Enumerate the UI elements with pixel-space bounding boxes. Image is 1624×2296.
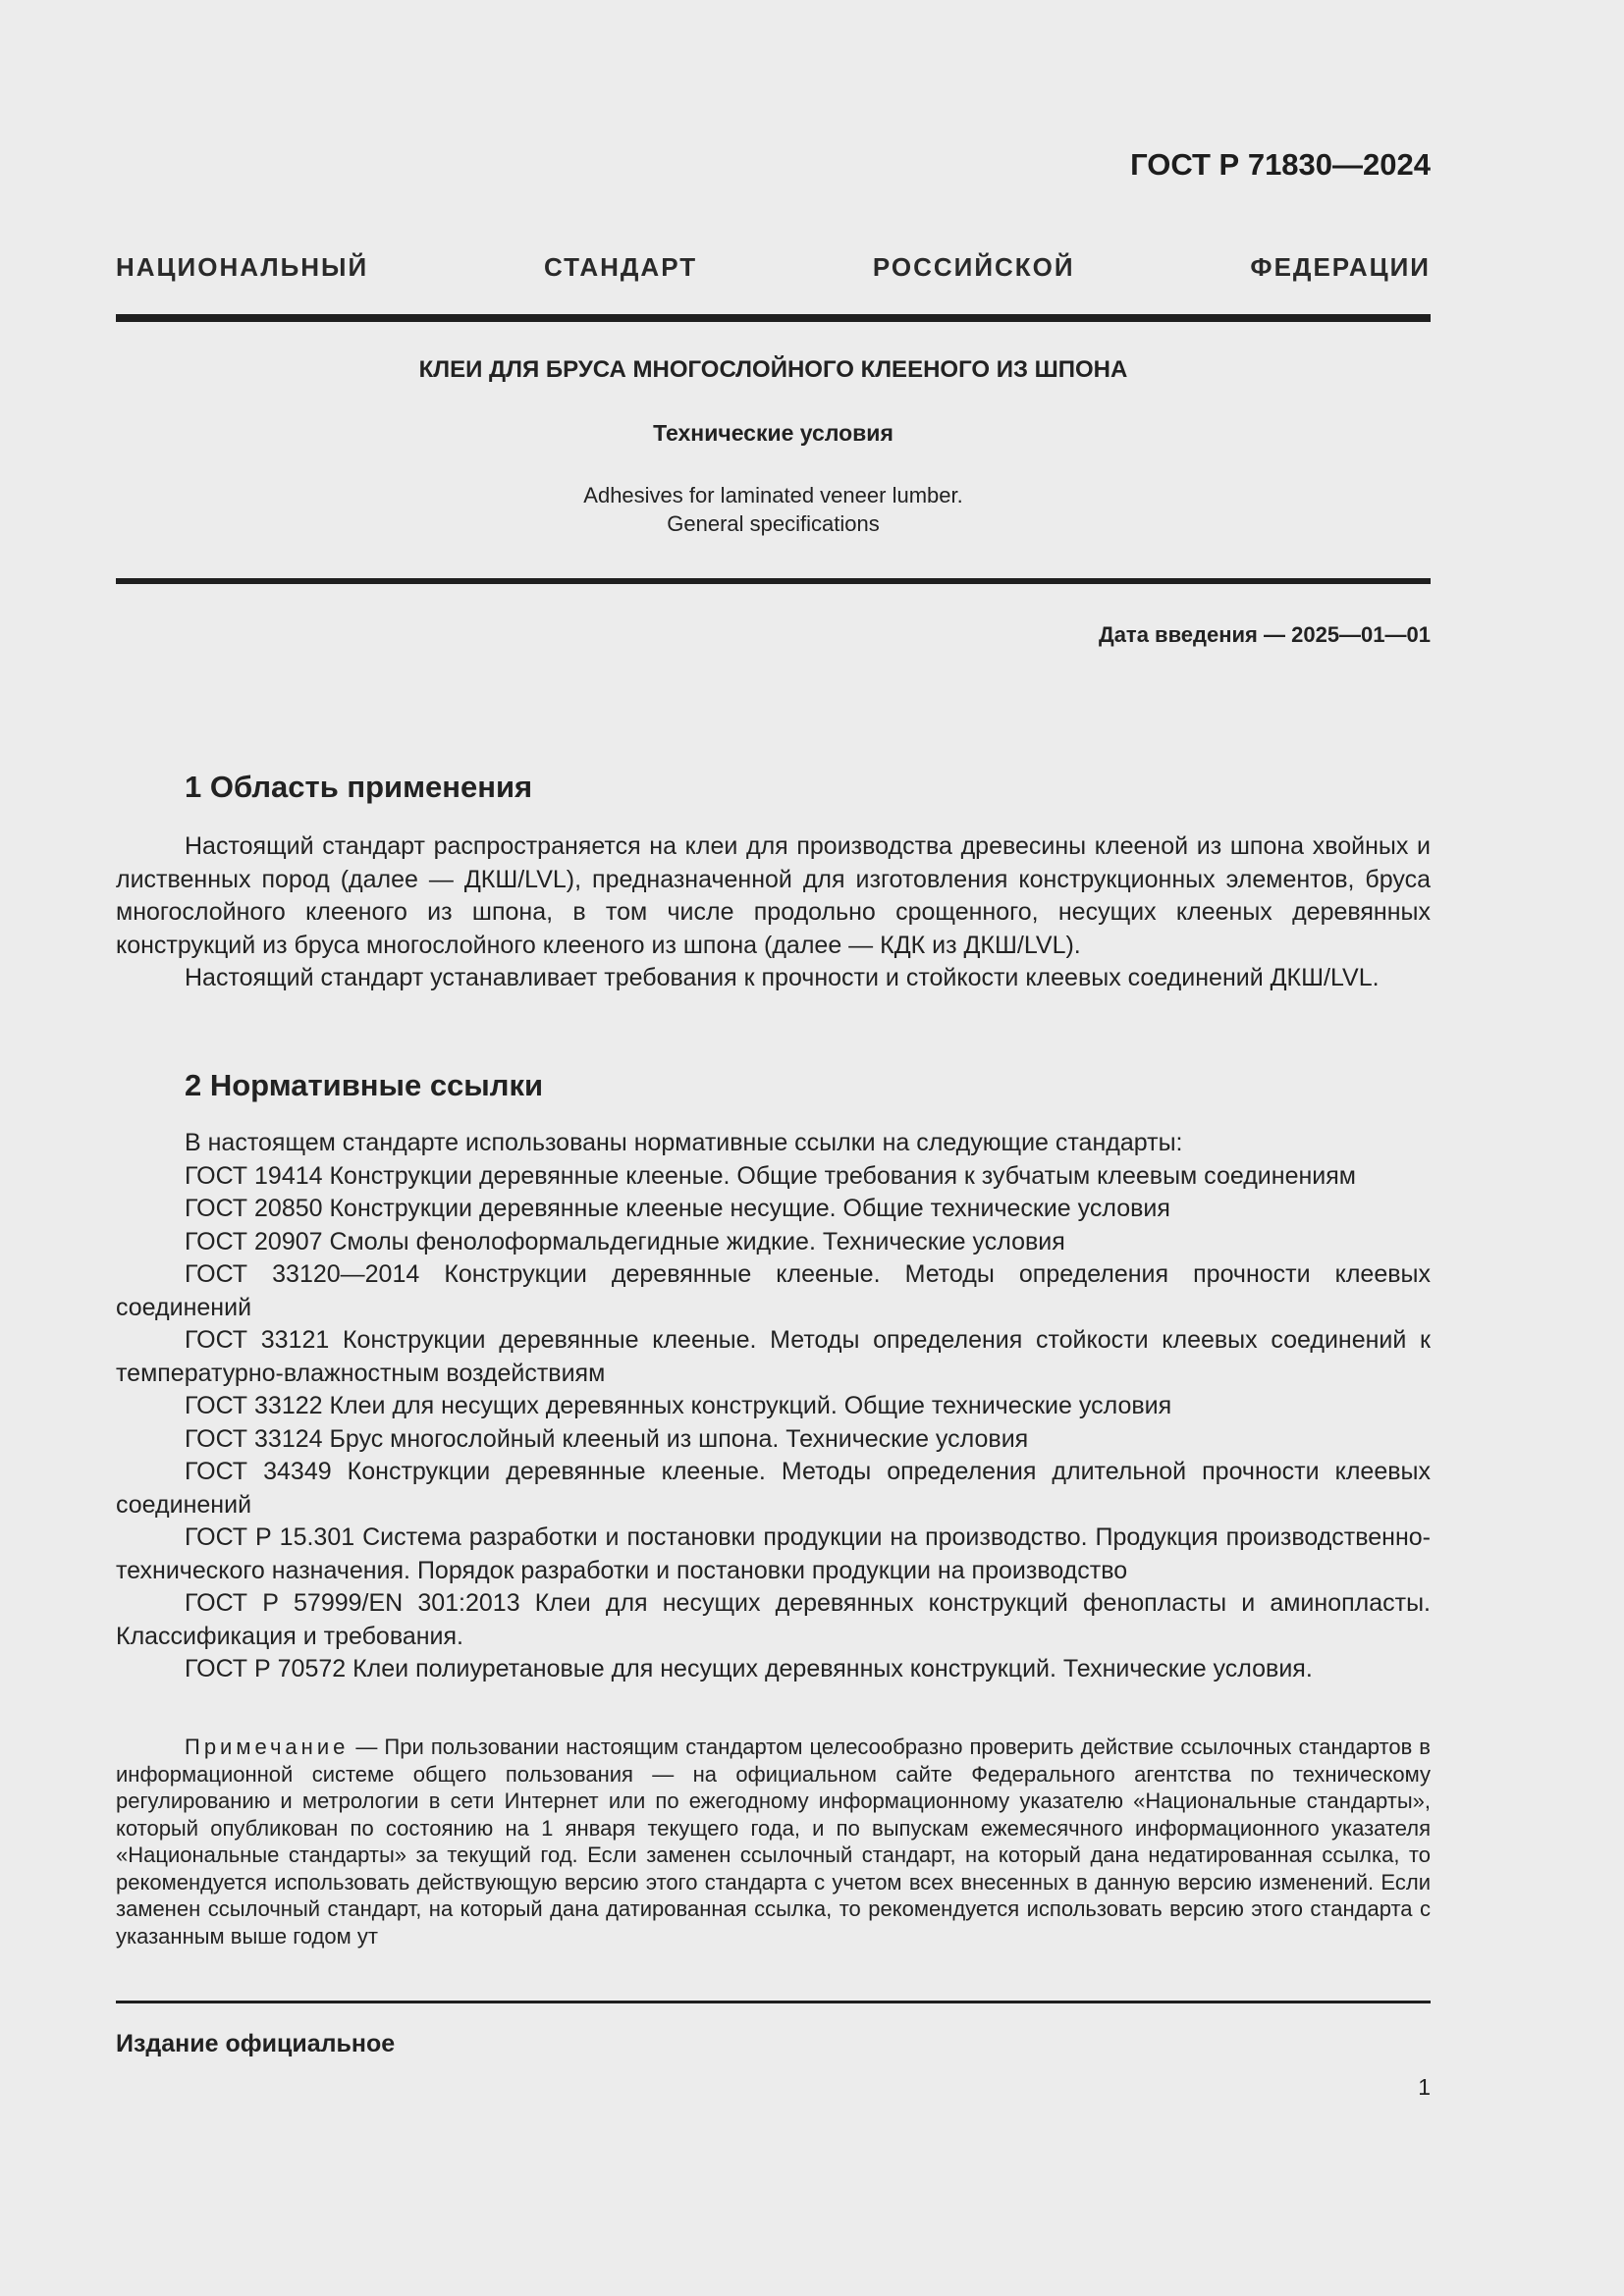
divider-title bbox=[116, 578, 1431, 584]
reference-item: ГОСТ 33120—2014 Конструкции деревянные клееные. Методы определения прочности клеевых соединений bbox=[116, 1260, 1431, 1321]
reference-item: ГОСТ 34349 Конструкции деревянные клееные. Методы определения длительной прочности клеевых соединений bbox=[116, 1458, 1431, 1519]
english-title bbox=[116, 481, 1431, 538]
document-subtitle: Технические условия bbox=[653, 420, 893, 446]
page-number: 1 bbox=[1418, 2074, 1431, 2100]
english-title-line-2: General specifications bbox=[667, 511, 880, 536]
document-title: КЛЕИ ДЛЯ БРУСА МНОГОСЛОЙНОГО КЛЕЕНОГО ИЗ ШПОНА bbox=[418, 356, 1128, 383]
reference-item: ГОСТ 20907 Смолы фенолоформальдегидные жидкие. Технические условия bbox=[185, 1227, 1065, 1255]
reference-item: ГОСТ 19414 Конструкции деревянные клееные. Общие требования к зубчатым клеевым соединениям bbox=[185, 1161, 1356, 1190]
national-standard-heading: НАЦИОНАЛЬНЫЙ СТАНДАРТ РОССИЙСКОЙ ФЕДЕРАЦИИ bbox=[116, 252, 1431, 282]
paragraph: В настоящем стандарте использованы нормативные ссылки на следующие стандарты: bbox=[185, 1129, 1183, 1156]
divider-top bbox=[116, 314, 1431, 322]
reference-item: ГОСТ 33122 Клеи для несущих деревянных конструкций. Общие технические условия bbox=[185, 1392, 1172, 1419]
reference-item: ГОСТ Р 70572 Клеи полиуретановые для несущих деревянных конструкций. Технические условия. bbox=[185, 1655, 1313, 1682]
note-label: Примечание bbox=[185, 1735, 350, 1759]
english-title-line-1: Adhesives for laminated veneer lumber. bbox=[583, 483, 963, 507]
reference-item: ГОСТ 33121 Конструкции деревянные клееные. Методы определения стойкости клеевых соединений к температурно-влажностным воздействиям bbox=[116, 1326, 1431, 1387]
section-2-heading: 2 Нормативные ссылки bbox=[185, 1068, 544, 1102]
standard-id: ГОСТ Р 71830—2024 bbox=[1130, 147, 1431, 182]
reference-item: ГОСТ Р 15.301 Система разработки и постановки продукции на производство. Продукция производственно-технического назначения. Порядок разработки и постановки продукции на производство bbox=[116, 1523, 1431, 1584]
paragraph: Настоящий стандарт распространяется на клеи для производства древесины клееной из шпона хвойных и лиственных пород (далее — ДКШ/LVL), предназначенной для изготовления конструкционных элементов, бруса многослойного клееного из шпона, в том числе продольно срощенного, несущих клееных деревянных конструкций из бруса многослойного клееного из шпона (далее — КДК из ДКШ/LVL). bbox=[116, 832, 1431, 959]
note-block bbox=[116, 1734, 1431, 1949]
divider-footer bbox=[116, 2001, 1431, 2003]
section-2-body bbox=[116, 1127, 1431, 1686]
paragraph: Настоящий стандарт устанавливает требования к прочности и стойкости клеевых соединений ДКШ/LVL. bbox=[185, 964, 1380, 991]
note-paragraph bbox=[116, 1734, 1431, 1949]
edition-label: Издание официальное bbox=[116, 2030, 396, 2057]
section-1-heading: 1 Область применения bbox=[185, 770, 533, 804]
document-page bbox=[116, 0, 1431, 2296]
reference-item: ГОСТ Р 57999/EN 301:2013 Клеи для несущих деревянных конструкций фенопласты и аминопласты. Классификация и требования. bbox=[116, 1589, 1431, 1650]
section-1-body bbox=[116, 830, 1431, 995]
note-text: — При пользовании настоящим стандартом целесообразно проверить действие ссылочных стандартов в информационной системе общего пользования — на официальном сайте Федерального агентства по техническому регулированию и метрологии в сети Интернет или по ежегодному информационному указателю «Национальные стандарты», который опубликован по состоянию на 1 января текущего года, и по выпускам ежемесячного информационного указателя «Национальные стандарты» за текущий год. Если заменен ссылочный стандарт, на который дана недатированная ссылка, то рекомендуется использовать действующую версию этого стандарта с учетом всех внесенных в данную версию изменений. Если заменен ссылочный стандарт, на который дана датированная ссылка, то рекомендуется использовать версию этого стандарта с указанным выше годом ут bbox=[116, 1735, 1431, 1949]
introduction-date: Дата введения — 2025—01—01 bbox=[1099, 622, 1431, 647]
reference-item: ГОСТ 33124 Брус многослойный клееный из шпона. Технические условия bbox=[185, 1424, 1029, 1453]
reference-item: ГОСТ 20850 Конструкции деревянные клееные несущие. Общие технические условия bbox=[185, 1195, 1170, 1222]
